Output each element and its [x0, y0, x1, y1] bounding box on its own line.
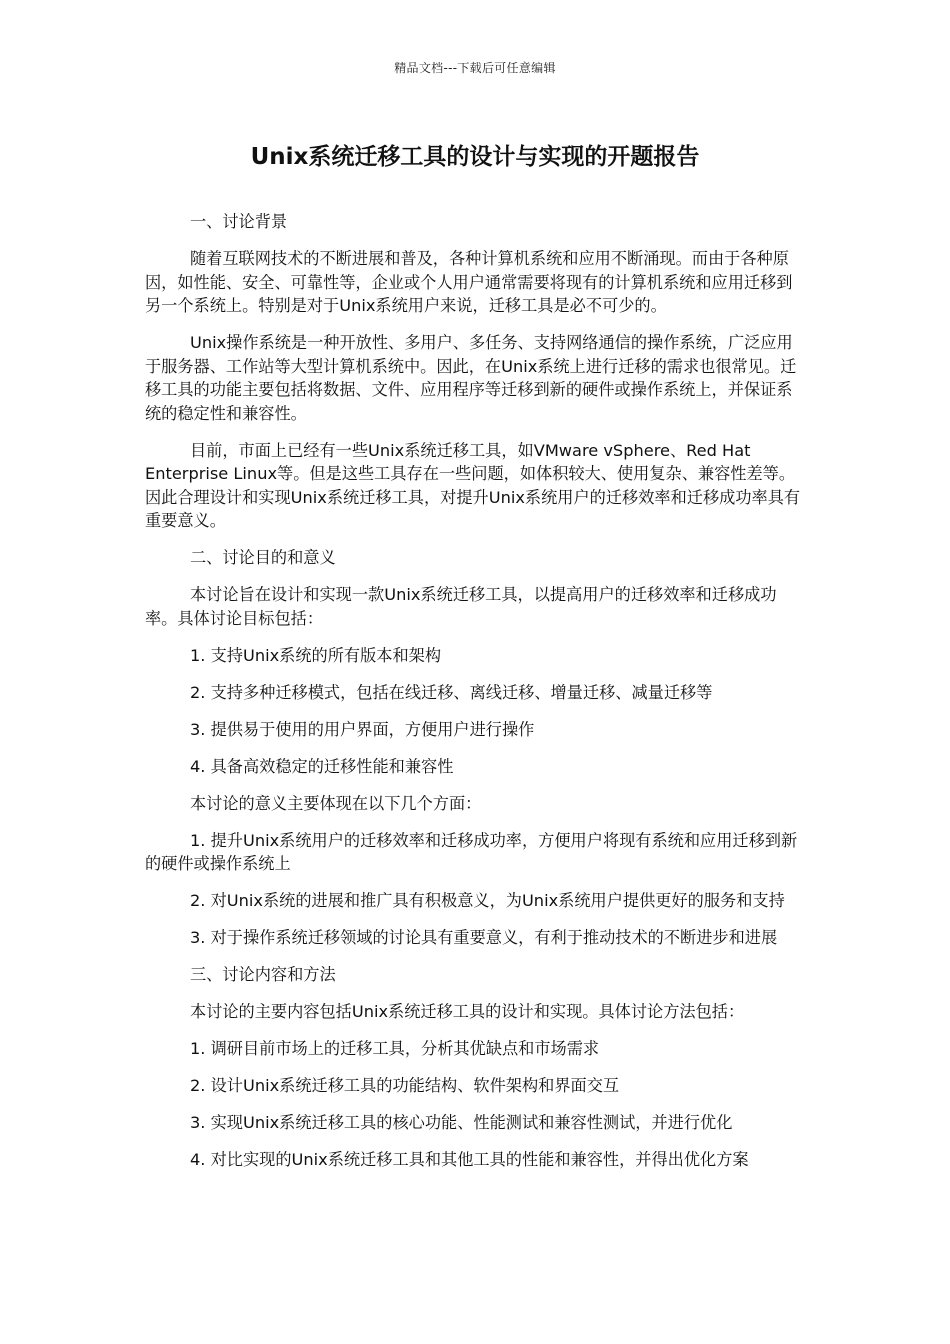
- paragraph: 目前，市面上已经有一些Unix系统迁移工具，如VMware vSphere、Red Hat Enterprise Linux等。但是这些工具存在一些问题，如体积较大、使用复杂、兼容性差等。因此合理设计和实现Unix系统迁移工具，对提升Unix系统用户的迁移效率和迁移成功率具有重要意义。: [145, 440, 801, 530]
- paragraph: 本讨论的意义主要体现在以下几个方面：: [190, 793, 482, 813]
- list-item: 2. 支持多种迁移模式，包括在线迁移、离线迁移、增量迁移、减量迁移等: [190, 682, 713, 702]
- list-item: 3. 实现Unix系统迁移工具的核心功能、性能测试和兼容性测试，并进行优化: [190, 1113, 733, 1132]
- list-item: 2. 对Unix系统的进展和推广具有积极意义，为Unix系统用户提供更好的服务和支持: [190, 891, 785, 910]
- section-heading-purpose: 二、讨论目的和意义: [190, 548, 336, 567]
- document-body: [145, 210, 807, 1185]
- paragraph: 本讨论旨在设计和实现一款Unix系统迁移工具，以提高用户的迁移效率和迁移成功率。具体讨论目标包括：: [145, 585, 777, 628]
- list-item: 4. 具备高效稳定的迁移性能和兼容性: [190, 756, 454, 776]
- list-item: 4. 对比实现的Unix系统迁移工具和其他工具的性能和兼容性，并得出优化方案: [190, 1150, 749, 1169]
- list-item: 1. 提升Unix系统用户的迁移效率和迁移成功率，方便用户将现有系统和应用迁移到新的硬件或操作系统上: [145, 830, 798, 873]
- list-item: 1. 支持Unix系统的所有版本和架构: [190, 645, 442, 665]
- list-item: 3. 对于操作系统迁移领域的讨论具有重要意义，有利于推动技术的不断进步和进展: [190, 928, 778, 947]
- list-item: 2. 设计Unix系统迁移工具的功能结构、软件架构和界面交互: [190, 1076, 620, 1095]
- header-note: 精品文档---下载后可任意编辑: [394, 61, 556, 75]
- list-item: 1. 调研目前市场上的迁移工具，分析其优缺点和市场需求: [190, 1039, 600, 1058]
- paragraph: 随着互联网技术的不断进展和普及，各种计算机系统和应用不断涌现。而由于各种原因，如性能、安全、可靠性等，企业或个人用户通常需要将现有的计算机系统和应用迁移到另一个系统上。特别是对于Unix系统用户来说，迁移工具是必不可少的。: [145, 249, 793, 315]
- paragraph: 本讨论的主要内容包括Unix系统迁移工具的设计和实现。具体讨论方法包括：: [190, 1002, 745, 1021]
- section-heading-methods: 三、讨论内容和方法: [190, 965, 336, 984]
- document-title: Unix系统迁移工具的设计与实现的开题报告: [250, 144, 700, 170]
- list-item: 3. 提供易于使用的用户界面，方便用户进行操作: [190, 719, 535, 739]
- section-heading-background: 一、讨论背景: [190, 212, 288, 231]
- paragraph: Unix操作系统是一种开放性、多用户、多任务、支持网络通信的操作系统，广泛应用于服务器、工作站等大型计算机系统中。因此，在Unix系统上进行迁移的需求也很常见。迁移工具的功能主要包括将数据、文件、应用程序等迁移到新的硬件或操作系统上，并保证系统的稳定性和兼容性。: [145, 333, 797, 423]
